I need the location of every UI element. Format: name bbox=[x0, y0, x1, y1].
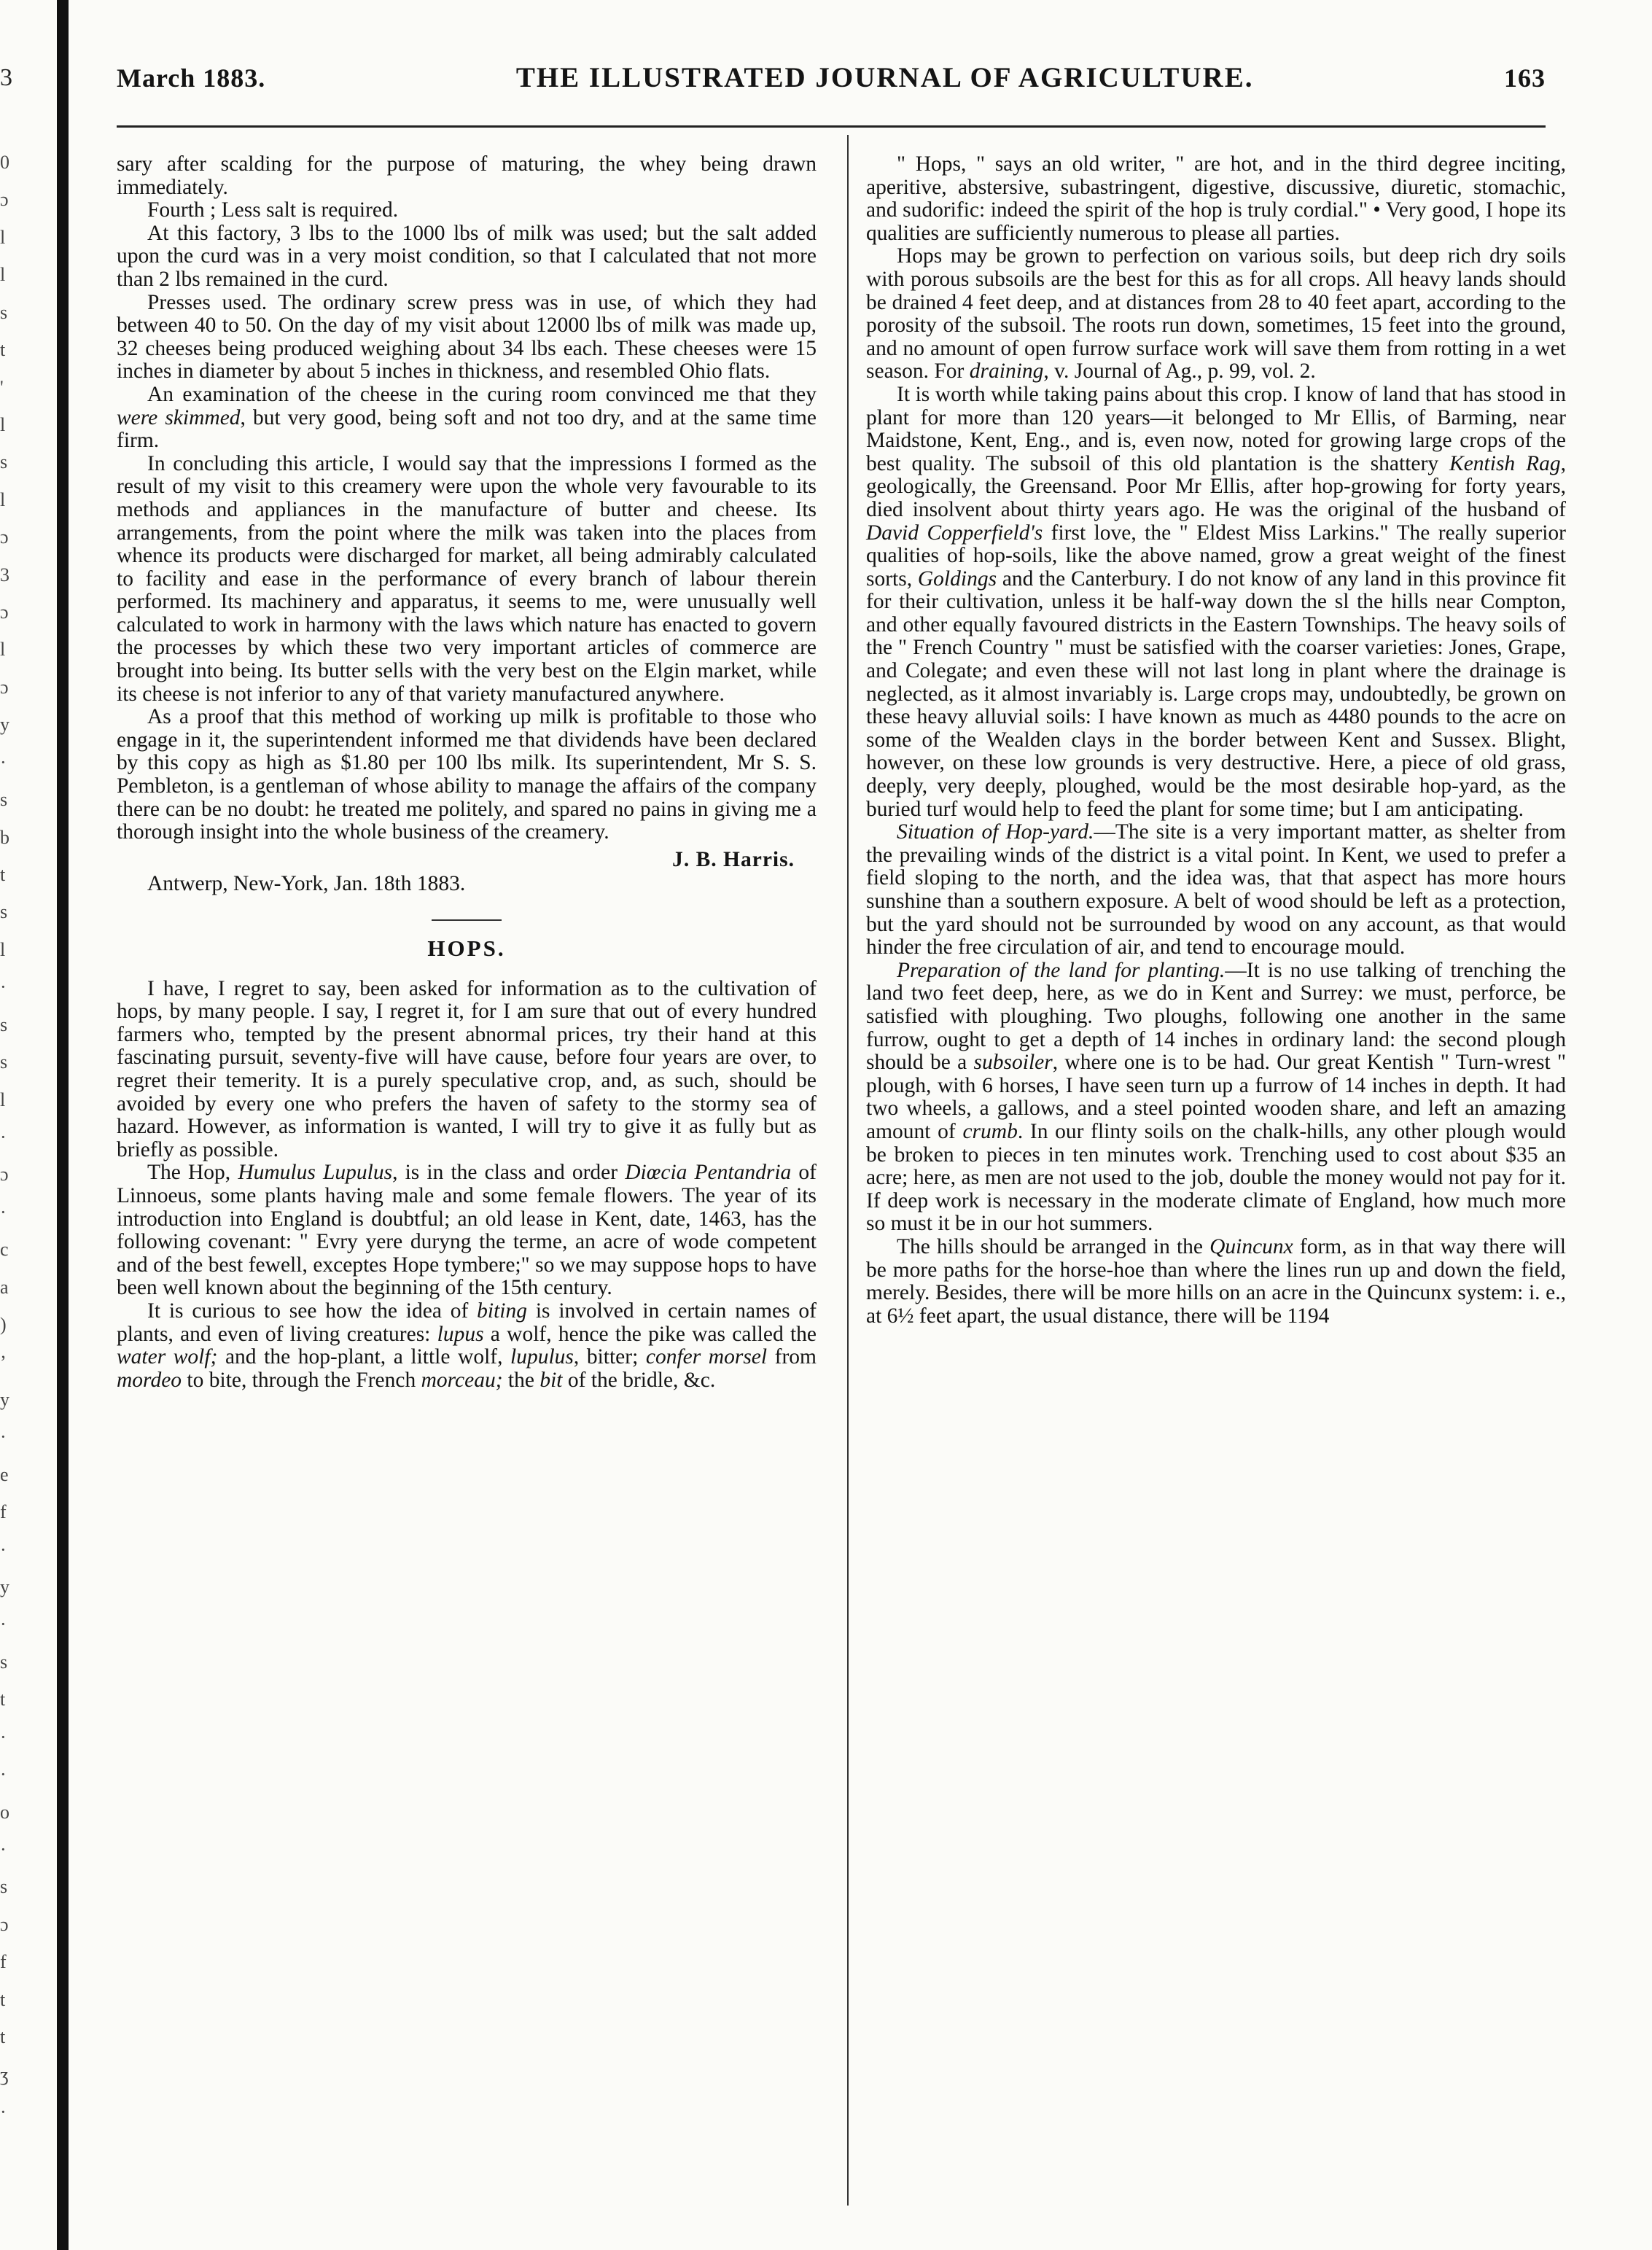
margin-char: · bbox=[0, 1538, 7, 1560]
binding-gutter bbox=[57, 0, 69, 2250]
margin-char: ʒ bbox=[0, 2063, 9, 2085]
margin-char: · bbox=[0, 1764, 7, 1786]
section-title: HOPS. bbox=[117, 919, 817, 960]
margin-char: e bbox=[0, 1463, 9, 1485]
margin-char: · bbox=[0, 1726, 7, 1748]
paragraph: The Hop, Humulus Lupulus, is in the class and order Diœcia Pentandria of Linnoeus, some plants having male and some female flowers. The year of its introduction into England is doubtful; an old lease in Kent, date, 1463, has the following covenant: " Evry yere duryng the terme, an acre of wode competent and of the best fewell, exceptes Hope tymbere;" so we may suppose hops to have been well known about the beginning of the 15th century. bbox=[117, 1161, 817, 1300]
margin-char: l bbox=[0, 1089, 6, 1110]
paragraph: sary after scalding for the purpose of maturing, the whey being drawn immediately. bbox=[117, 152, 817, 199]
margin-char: 0 bbox=[0, 152, 9, 173]
margin-char: ) bbox=[0, 1314, 7, 1336]
margin-char: f bbox=[0, 1951, 7, 1973]
margin-char: ɔ bbox=[0, 1164, 9, 1186]
margin-char: · bbox=[0, 1201, 7, 1223]
margin-char: · bbox=[0, 1426, 7, 1448]
paragraph: The hills should be arranged in the Quincunx form, as in that way there will be more paths for the horse-hoe than where the lines run up and down the field, merely. Besides, there will be more hills on an acre in the Quincunx system: i. e., at 6½ feet apart, the usual distance, there will be 1194 bbox=[866, 1234, 1566, 1328]
paragraph: I have, I regret to say, been asked for information as to the cultivation of hops, by many people. I say, I regret it, for I am sure that out of every hundred farmers who, tempted by the present abnormal prices, try their hand at this fascinating pursuit, seventy-five will have cause, before four years are over, to regret their temerity. It is a purely speculative crop, and, as such, should be avoided by every one who prefers the haven of safety to the stormy sea of hazard. However, as information is wanted, I will try to give it as fully but as briefly as possible. bbox=[117, 976, 817, 1161]
margin-char: ' bbox=[0, 376, 4, 398]
margin-char: s bbox=[0, 1651, 8, 1673]
header-rule bbox=[117, 125, 1546, 128]
margin-char: t bbox=[0, 2026, 6, 2048]
adjacent-page-fragment: 3 bbox=[0, 64, 12, 91]
margin-char: s bbox=[0, 1051, 8, 1073]
margin-char: l bbox=[0, 226, 6, 248]
margin-char: s bbox=[0, 451, 8, 473]
page-header bbox=[117, 61, 1546, 105]
margin-char: s bbox=[0, 789, 8, 811]
margin-char: · bbox=[0, 2101, 7, 2122]
paragraph: It is worth while taking pains about this crop. I know of land that has stood in plant for more than 120 years—it belonged to Mr Ellis, of Barming, near Maidstone, Kent, Eng., and is, even now, noted for growing large crops of the best quality. The subsoil of this old plantation is the shattery Kentish Rag, geologically, the Greensand. Poor Mr Ellis, after hop-growing for forty years, died insolvent about thirty years ago. He was the original of the husband of David Copperfield's first love, the " Eldest Miss Larkins." The really superior qualities of hop-soils, like the above named, grow a great weight of the finest sorts, Goldings and the Canterbury. I do not know of any land in this province fit for their cultivation, unless it be half-way down the sl the hills near Compton, and other equally favoured districts in the Eastern Townships. The heavy soils of the " French Country " must be satisfied with the coarser varieties: Jones, Grape, and Colegate; and even these will not last long in plant where the drainage is neglected, as it almost invariably is. Large crops may, undoubtedly, be grown on these heavy alluvial soils: I have known as much as 4480 pounds to the acre on some of the Wealden clays in the border between Kent and Sussex. Blight, however, on these low grounds is very destructive. Here, a piece of old grass, deeply, very deeply, ploughed, would be the most desirable hop-yard, as the buried turf would help to feed the plant for some time; but I am anticipating. bbox=[866, 382, 1566, 821]
column-divider bbox=[847, 135, 849, 2206]
margin-char: o bbox=[0, 1801, 9, 1823]
margin-char: a bbox=[0, 1276, 9, 1298]
margin-char: t bbox=[0, 339, 6, 361]
margin-char: ɔ bbox=[0, 676, 9, 698]
margin-char: · bbox=[0, 1838, 7, 1860]
margin-char: ɔ bbox=[0, 189, 9, 211]
margin-char: 3 bbox=[0, 564, 9, 585]
margin-char: l bbox=[0, 488, 6, 510]
margin-char: y bbox=[0, 1388, 9, 1410]
margin-char: s bbox=[0, 1013, 8, 1035]
margin-char: y bbox=[0, 1576, 9, 1598]
page-number: 163 bbox=[1504, 63, 1546, 93]
margin-char: l bbox=[0, 264, 6, 286]
section-rule bbox=[432, 919, 502, 921]
paragraph: In concluding this article, I would say that the impressions I formed as the result of my visit to this creamery were upon the whole very favourable to its methods and appliances in the manufacture of butter and cheese. Its arrangements, from the point where the milk was taken into the places from whence its products were discharged for market, all being admirably calculated to facility and ease in the performance of every branch of labour therein performed. Its machinery and apparatus, it seems to me, were unusually well calculated to work in harmony with the laws which nature has enacted to govern the processes by which these two very important articles of commerce are brought into being. Its butter sells with the very best on the Elgin market, while its cheese is not inferior to any of that variety manufactured anywhere. bbox=[117, 451, 817, 706]
paragraph: Fourth ; Less salt is required. bbox=[147, 198, 399, 222]
paragraph: Hops may be grown to perfection on various soils, but deep rich dry soils with porous subsoils are the best for this as for all crops. All heavy lands should be drained 4 feet deep, and at distances from 28 to 40 feet apart, according to the porosity of the subsoil. The roots run down, sometimes, 15 feet into the ground, and no amount of open furrow surface work will save them from rotting in a wet season. For draining, v. Journal of Ag., p. 99, vol. 2. bbox=[866, 244, 1566, 384]
paragraph: " Hops, " says an old writer, " are hot, and in the third degree inciting, aperitive, abstersive, subastringent, digestive, discussive, diuretic, stomachic, and sudorific: indeed the spirit of the hop is truly cordial." • Very good, I hope its qualities are sufficiently numerous to please all parties. bbox=[866, 152, 1566, 245]
margin-char: t bbox=[0, 1689, 6, 1710]
margin-char: f bbox=[0, 1501, 7, 1523]
margin-char: s bbox=[0, 1876, 8, 1898]
paragraph: An examination of the cheese in the curing room convinced me that they were skimmed, but very good, being soft and not too dry, and at the same time firm. bbox=[117, 382, 817, 453]
paragraph: As a proof that this method of working up milk is profitable to those who engage in it, the superintendent informed me that dividends have been declared by this copy as high as $1.80 per 100 lbs milk. Its superintendent, Mr S. S. Pembleton, is a gentleman of whose ability to manage the affairs of the company there can be no doubt: he treated me politely, and spared no pains in giving me a thorough insight into the whole business of the creamery. bbox=[117, 705, 817, 844]
margin-char: t bbox=[0, 864, 6, 886]
right-column bbox=[866, 153, 1566, 1328]
margin-char: l bbox=[0, 413, 6, 435]
paragraph: It is curious to see how the idea of biting is involved in certain names of plants, and even of living creatures: lupus a wolf, hence the pike was called the water wolf; and the hop-plant, a little wolf, lupulus, bitter; confer morsel from mordeo to bite, through the French morceau; the bit of the bridle, &c. bbox=[117, 1299, 817, 1392]
dateline: Antwerp, New-York, Jan. 18th 1883. bbox=[147, 872, 466, 896]
margin-char: · bbox=[0, 1613, 7, 1635]
margin-char: b bbox=[0, 826, 9, 848]
paragraph: Preparation of the land for planting.—It is no use talking of trenching the land two feet deep, here, as we do in Kent and Surrey: we must, perforce, be satisfied with ploughing. Two ploughs, following one another in the same furrow, ought to get a depth of 14 inches in ordinary land: the second plough should be a subsoiler, where one is to be had. Our great Kentish " Turn-wrest " plough, with 6 horses, I have seen turn up a furrow of 14 inches in depth. It had two wheels, a gallows, and a steel pointed wooden share, and left an amazing amount of crumb. In our flinty soils on the chalk-hills, any other plough would be broken to pieces in ten minutes work. Trenching used to cost about $35 an acre; here, as men are not used to the job, double the money would not pay for it. If deep work is necessary in the moderate climate of England, how much more so must it be in our hot summers. bbox=[866, 958, 1566, 1236]
paragraph: Situation of Hop-yard.—The site is a very important matter, as shelter from the prevailing winds of the district is a vital point. In Kent, we used to prefer a field sloping to the north, and the idea was, that that aspect has more hours sunshine than a southern exposure. A belt of wood should be left as a protection, but the yard should not be surrounded by wood on any account, as that would hinder the free circulation of air, and tend to encourage mould. bbox=[866, 820, 1566, 959]
margin-char: ʼ bbox=[0, 1351, 7, 1373]
left-column bbox=[117, 153, 817, 1392]
margin-char: s bbox=[0, 301, 8, 323]
margin-char: ɔ bbox=[0, 526, 9, 548]
margin-char: s bbox=[0, 901, 8, 923]
author-signature: J. B. Harris. bbox=[672, 847, 795, 871]
margin-char: y bbox=[0, 714, 9, 736]
margin-char: c bbox=[0, 1239, 9, 1261]
margin-char: · bbox=[0, 751, 7, 773]
paragraph: At this factory, 3 lbs to the 1000 lbs of milk was used; but the salt added upon the curd was in a very moist condition, so that I calculated that not more than 2 lbs remained in the curd. bbox=[117, 221, 817, 291]
margin-char: t bbox=[0, 1988, 6, 2010]
margin-char: · bbox=[0, 1126, 7, 1148]
margin-char: l bbox=[0, 938, 6, 960]
journal-title: THE ILLUSTRATED JOURNAL OF AGRICULTURE. bbox=[515, 62, 1254, 93]
margin-char: ɔ bbox=[0, 1913, 9, 1935]
margin-char: ɔ bbox=[0, 602, 9, 623]
margin-char: l bbox=[0, 639, 6, 661]
margin-char: · bbox=[0, 976, 7, 998]
header-date: March 1883. bbox=[117, 63, 266, 93]
adjacent-page-margin-text bbox=[0, 153, 17, 2122]
paragraph: Presses used. The ordinary screw press was in use, of which they had between 40 to 50. On the day of my visit about 12000 lbs of milk was made up, 32 cheeses being produced weighing about 34 lbs each. These cheeses were 15 inches in diameter by about 5 inches in thickness, and resembled Ohio flats. bbox=[117, 290, 817, 384]
